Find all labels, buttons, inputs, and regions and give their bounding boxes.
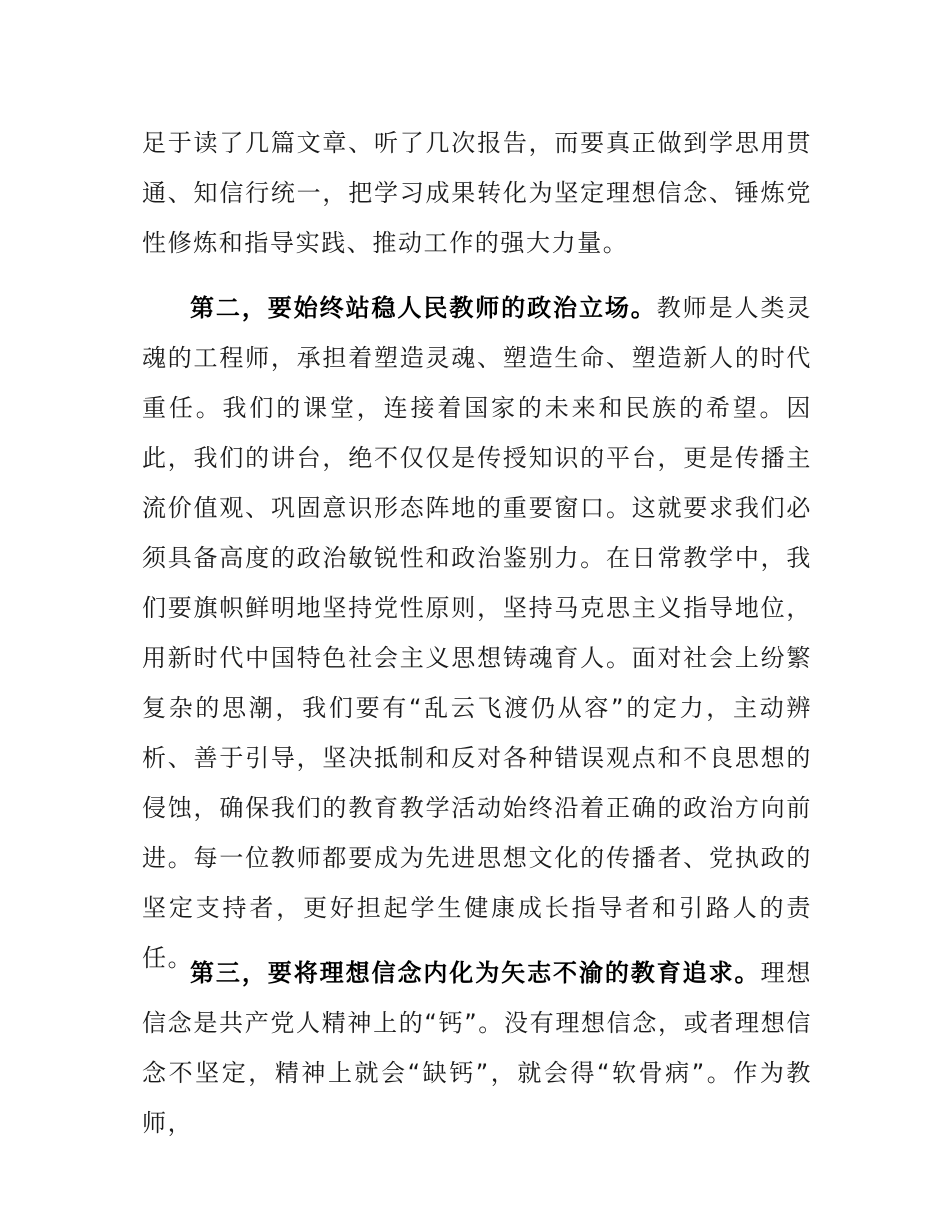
paragraph-lead-heading: 第二，要始终站稳人民教师的政治立场。 [190, 294, 657, 322]
paragraph-lead-heading: 第三，要将理想信念内化为矢志不渝的教育追求。 [190, 959, 761, 987]
paragraph-second-point [142, 283, 812, 983]
paragraph-third-point [142, 948, 812, 1148]
paragraph-text: 理想信念是共产党人精神上的“钙”。没有理想信念，或者理想信念不坚定，精神上就会“缺钙”，就会得“软骨病”。作为教师， [142, 959, 812, 1137]
paragraph-text: 教师是人类灵魂的工程师，承担着塑造灵魂、塑造生命、塑造新人的时代重任。我们的课堂，连接着国家的未来和民族的希望。因此，我们的讲台，绝不仅仅是传授知识的平台，更是传播主流价值观、巩固意识形态阵地的重要窗口。这就要求我们必须具备高度的政治敏锐性和政治鉴别力。在日常教学中，我们要旗帜鲜明地坚持党性原则，坚持马克思主义指导地位，用新时代中国特色社会主义思想铸魂育人。面对社会上纷繁复杂的思潮，我们要有“乱云飞渡仍从容”的定力，主动辨析、善于引导，坚决抵制和反对各种错误观点和不良思想的侵蚀，确保我们的教育教学活动始终沿着正确的政治方向前进。每一位教师都要成为先进思想文化的传播者、党执政的坚定支持者，更好担起学生健康成长指导者和引路人的责任。 [142, 294, 812, 972]
paragraph-continued [142, 118, 812, 268]
paragraph-text: 足于读了几篇文章、听了几次报告，而要真正做到学思用贯通、知信行统一，把学习成果转化为坚定理想信念、锤炼党性修炼和指导实践、推动工作的强大力量。 [142, 129, 812, 257]
